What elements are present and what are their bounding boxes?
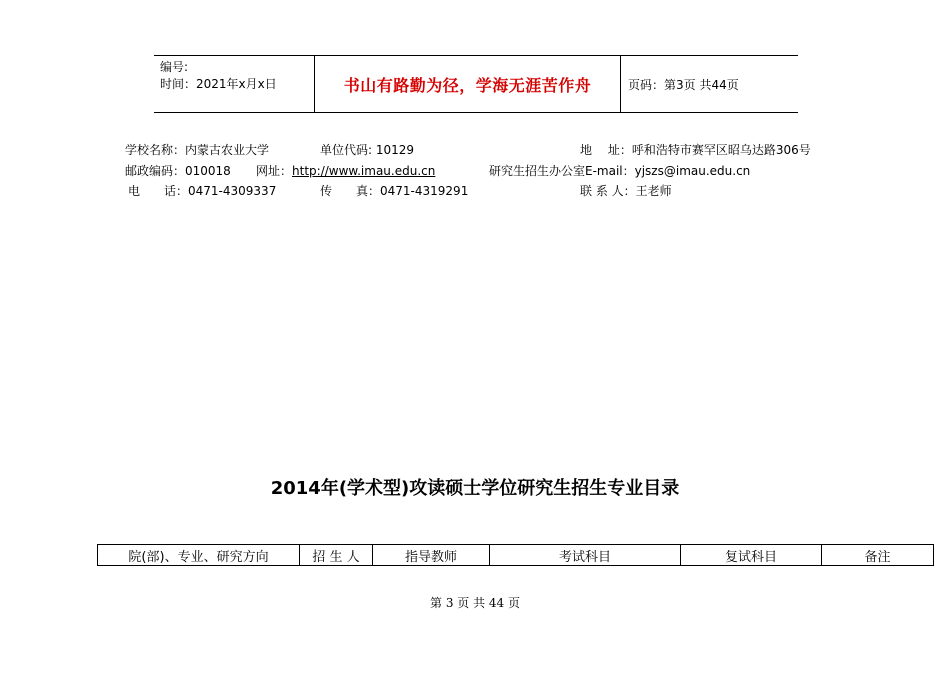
address-label: 地 址：	[580, 143, 632, 157]
school-postcode: 邮政编码：010018	[125, 164, 231, 178]
school-email: 研究生招生办公室E-mail：yjszs@imau.edu.cn	[489, 164, 751, 178]
phone-value: 0471-4309337	[188, 184, 277, 198]
header-divider	[620, 56, 621, 112]
header-meta	[160, 59, 277, 93]
website-label: 网址：	[256, 164, 293, 178]
school-name: 学校名称：内蒙古农业大学	[125, 143, 270, 157]
header-motto: 书山有路勤为径，学海无涯苦作舟	[343, 75, 592, 95]
column-header-enrollment: 招 生 人	[300, 545, 373, 566]
header-page-label: 页码：第3页 共44页	[628, 77, 739, 92]
catalog-table	[97, 544, 934, 566]
document-header	[154, 55, 798, 113]
column-header-exam-subjects: 考试科目	[490, 545, 681, 566]
page-footer: 第 3 页 共 44 页	[430, 596, 520, 610]
fax-label: 传 真：	[320, 184, 381, 198]
column-header-advisor: 指导教师	[373, 545, 490, 566]
phone-label: 电 话：	[128, 184, 189, 198]
document-time-label: 时间：2021年x月x日	[160, 77, 277, 91]
column-header-retest-subjects: 复试科目	[681, 545, 822, 566]
school-code: 单位代码: 10129	[320, 143, 415, 157]
fax-value: 0471-4319291	[380, 184, 469, 198]
school-website	[256, 162, 435, 179]
school-contact: 联 系 人：王老师	[580, 184, 672, 198]
address-value: 呼和浩特市赛罕区昭乌达路306号	[631, 143, 811, 157]
school-phone	[128, 182, 276, 199]
document-title: 2014年(学术型)攻读硕士学位研究生招生专业目录	[270, 478, 680, 499]
column-header-remarks: 备注	[822, 545, 934, 566]
website-link[interactable]: http://www.imau.edu.cn	[292, 164, 436, 178]
school-address	[580, 141, 811, 158]
column-header-department: 院(部)、专业、研究方向	[98, 545, 300, 566]
table-header-row	[98, 545, 934, 566]
school-fax	[320, 182, 468, 199]
document-number-label: 编号:	[160, 60, 189, 74]
